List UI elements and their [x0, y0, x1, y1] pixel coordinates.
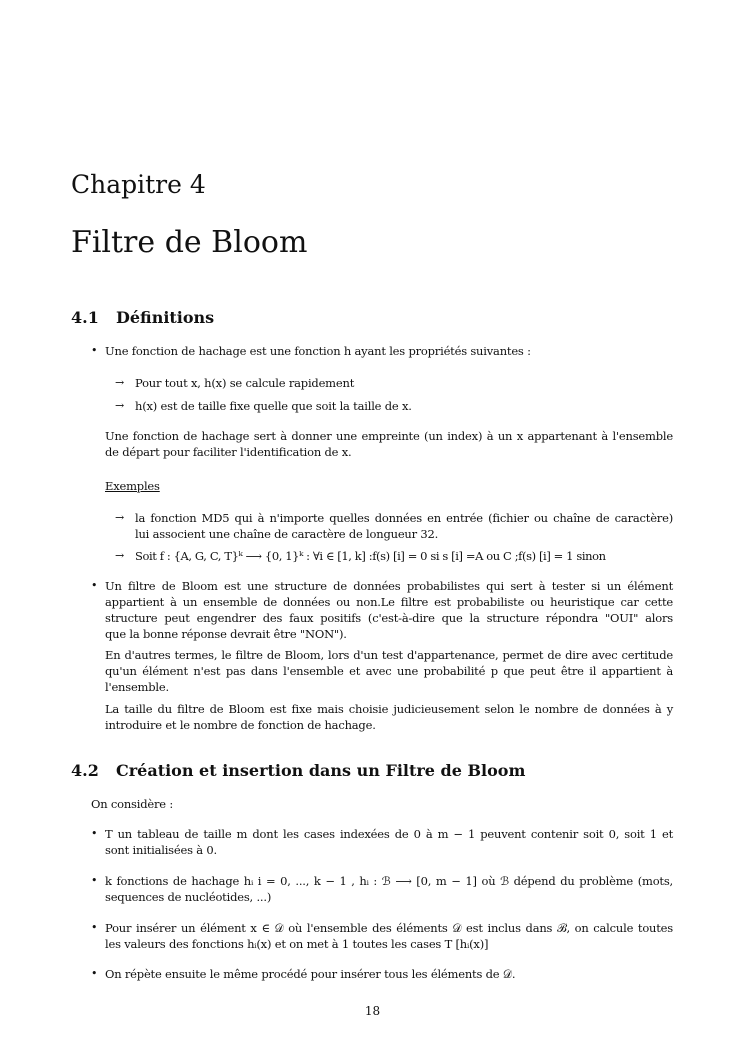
bullet-icon: • — [91, 967, 98, 980]
example-line: lui associent une chaîne de caractère de longueur 32. — [135, 527, 439, 541]
paragraph-line: La taille du filtre de Bloom est fixe mais choisie judicieusement selon le nombre de données à y — [105, 702, 673, 716]
arrow-icon: → — [115, 511, 125, 524]
arrow-icon: → — [115, 549, 125, 562]
list-item-line: sont initialisées à 0. — [105, 843, 217, 857]
chapter-title: Filtre de Bloom — [71, 225, 308, 260]
paragraph-line: Une fonction de hachage sert à donner une empreinte (un index) à un x appartenant à l'ensemble — [105, 429, 673, 443]
paragraph-line: En d'autres termes, le filtre de Bloom, lors d'un test d'appartenance, permet de dire avec certitude — [105, 648, 673, 662]
list-item-line: sequences de nucléotides, ...) — [105, 890, 272, 904]
section-title: Définitions — [116, 308, 215, 327]
property-item: Pour tout x, h(x) se calcule rapidement — [135, 376, 355, 390]
paragraph-line: Un filtre de Bloom est une structure de données probabilistes qui sert à tester si un élément — [105, 579, 673, 593]
examples-heading: Exemples — [105, 479, 160, 493]
section-number: 4.1 — [71, 308, 99, 327]
paragraph-line: l'ensemble. — [105, 680, 169, 694]
bullet-icon: • — [91, 344, 98, 357]
arrow-icon: → — [115, 376, 125, 389]
list-item-line: les valeurs des fonctions hᵢ(x) et on met à 1 toutes les cases T [hᵢ(x)] — [105, 937, 489, 951]
paragraph-line: appartient à un ensemble de données ou non.Le filtre est probabiliste ou heuristique car cette — [105, 595, 673, 609]
bullet-icon: • — [91, 921, 98, 934]
section-intro: On considère : — [91, 797, 174, 811]
bullet-icon: • — [91, 874, 98, 887]
bullet-icon: • — [91, 579, 98, 592]
paragraph-line: introduire et le nombre de fonction de hachage. — [105, 718, 376, 732]
chapter-label: Chapitre 4 — [71, 170, 206, 199]
example-line: Soit f : {A, G, C, T}ᵏ ⟶ {0, 1}ᵏ : ∀i ∈ [1, k] :f(s) [i] = 0 si s [i] =A ou C ;f(s) [i] = 1 sinon — [135, 549, 606, 563]
arrow-icon: → — [115, 399, 125, 412]
paragraph-line: structure peut engendrer des faux positifs (c'est-à-dire que la structure répondra "OUI" alors — [105, 611, 673, 625]
hash-function-intro: Une fonction de hachage est une fonction h ayant les propriétés suivantes : — [105, 344, 531, 358]
list-item-line: On répète ensuite le même procédé pour insérer tous les éléments de 𝒟. — [105, 967, 516, 981]
paragraph-line: que la bonne réponse devrait être "NON"). — [105, 627, 347, 641]
list-item-line: k fonctions de hachage hᵢ i = 0, ..., k − 1 , hᵢ : ℬ ⟶ [0, m − 1] où ℬ dépend du problème (mots, — [105, 874, 673, 888]
bullet-icon: • — [91, 827, 98, 840]
paragraph-line: de départ pour faciliter l'identification de x. — [105, 445, 352, 459]
section-number: 4.2 — [71, 761, 99, 780]
property-item: h(x) est de taille fixe quelle que soit la taille de x. — [135, 399, 412, 413]
section-heading-4-2 — [71, 761, 525, 781]
section-heading-4-1 — [71, 308, 214, 328]
page-number: 18 — [364, 1004, 381, 1018]
list-item-line: T un tableau de taille m dont les cases indexées de 0 à m − 1 peuvent contenir soit 0, soit 1 et — [105, 827, 673, 841]
list-item-line: Pour insérer un élément x ∈ 𝒟 où l'ensemble des éléments 𝒟 est inclus dans ℬ, on calcule toutes — [105, 921, 673, 935]
example-line: la fonction MD5 qui à n'importe quelles données en entrée (fichier ou chaîne de caractère) — [135, 511, 673, 525]
section-title: Création et insertion dans un Filtre de Bloom — [116, 761, 526, 780]
paragraph-line: qu'un élément n'est pas dans l'ensemble et avec une probabilité p que peut être il appartient à — [105, 664, 673, 678]
